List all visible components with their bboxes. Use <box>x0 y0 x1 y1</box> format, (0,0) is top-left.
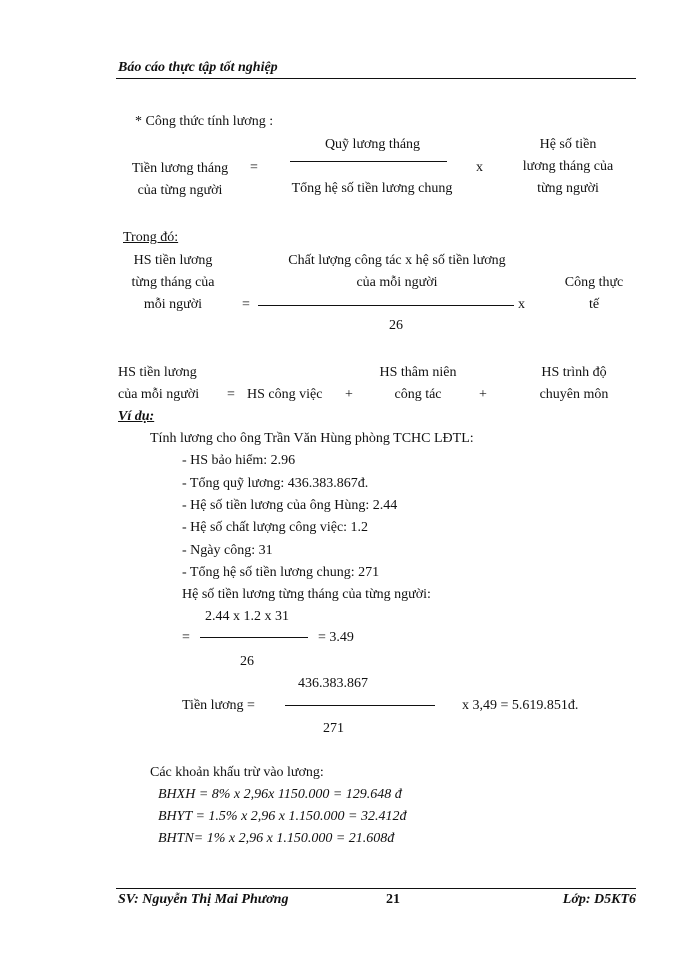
formula2-times: x <box>518 297 525 312</box>
formula1-rhs-line3: từng người <box>537 181 599 196</box>
formula3-term3-line1: HS trình độ <box>541 365 607 380</box>
example-item: - Tổng hệ số tiền lương chung: 271 <box>182 565 380 580</box>
formula1-heading: * Công thức tính lương : <box>135 114 274 129</box>
example-intro: Tính lương cho ông Trần Văn Hùng phòng TCHC LĐTL: <box>150 431 474 446</box>
formula2-rhs-line1: Công thực <box>564 275 624 290</box>
formula1-lhs-line2: của từng người <box>137 183 223 198</box>
example-item: - Hệ số chất lượng công việc: 1.2 <box>182 520 369 535</box>
footer-rule <box>116 888 636 889</box>
calc1-denominator: 26 <box>240 654 254 669</box>
formula2-equals: = <box>242 297 250 312</box>
calc2-fraction-bar <box>285 705 435 706</box>
calc1-fraction-bar <box>200 637 308 638</box>
example-item: - Tổng quỹ lương: 436.383.867đ. <box>182 476 369 491</box>
formula1-fraction-bar <box>290 161 447 162</box>
formula3-term2-line1: HS thâm niên <box>379 365 457 380</box>
deductions-label: Các khoản khấu trừ vào lương: <box>150 765 324 780</box>
deduction-item: BHXH = 8% x 2,96x 1150.000 = 129.648 đ <box>158 787 402 802</box>
formula3-term3-line2: chuyên môn <box>539 387 609 402</box>
example-label: Ví dụ: <box>118 409 155 424</box>
formula3-lhs-line2: của mỗi người <box>118 387 200 402</box>
header-rule <box>116 78 636 79</box>
formula1-denominator: Tổng hệ số tiền lương chung <box>291 181 453 196</box>
calc1-equals: = <box>182 630 190 645</box>
footer-page-number: 21 <box>386 892 400 907</box>
formula2-rhs-line2: tế <box>588 297 600 312</box>
formula1-rhs-line2: lương tháng của <box>522 159 614 174</box>
calc2-label: Tiền lương = <box>182 698 255 713</box>
formula3-term1: HS công việc <box>247 387 323 402</box>
formula2-lhs-line1: HS tiền lương <box>133 253 213 268</box>
formula1-equals: = <box>250 160 258 175</box>
formula1-times: x <box>476 160 483 175</box>
formula3-term2-line2: công tác <box>394 387 442 402</box>
example-item: - HS bảo hiểm: 2.96 <box>182 453 296 468</box>
footer-student: SV: Nguyễn Thị Mai Phương <box>118 892 289 907</box>
calc2-denominator: 271 <box>323 721 344 736</box>
formula1-rhs-line1: Hệ số tiền <box>539 137 597 152</box>
formula3-equals: = <box>227 387 235 402</box>
formula2-fraction-bar <box>258 305 514 306</box>
example-coef-label: Hệ số tiền lương từng tháng của từng người: <box>182 587 431 602</box>
calc2-result: x 3,49 = 5.619.851đ. <box>462 698 579 713</box>
formula2-numerator-line2: của mỗi người <box>356 275 438 290</box>
formula1-lhs-line1: Tiền lương tháng <box>131 161 229 176</box>
formula2-lhs-line3: mỗi người <box>143 297 203 312</box>
formula2-label: Trong đó: <box>123 230 179 245</box>
formula1-numerator: Quỹ lương tháng <box>324 137 421 152</box>
formula3-plus2: + <box>479 387 487 402</box>
calc1-result: = 3.49 <box>318 630 354 645</box>
header-title: Báo cáo thực tập tốt nghiệp <box>118 60 278 75</box>
formula3-plus1: + <box>345 387 353 402</box>
formula2-denominator: 26 <box>389 318 403 333</box>
formula2-numerator-line1: Chất lượng công tác x hệ số tiền lương <box>288 253 506 268</box>
example-item: - Hệ số tiền lương của ông Hùng: 2.44 <box>182 498 398 513</box>
calc2-numerator: 436.383.867 <box>298 676 368 691</box>
deduction-item: BHTN= 1% x 2,96 x 1.150.000 = 21.608đ <box>158 831 395 846</box>
deduction-item: BHYT = 1.5% x 2,96 x 1.150.000 = 32.412đ <box>158 809 407 824</box>
footer-class: Lớp: D5KT6 <box>562 892 636 907</box>
calc1-numerator: 2.44 x 1.2 x 31 <box>205 609 289 624</box>
example-item: - Ngày công: 31 <box>182 543 273 558</box>
formula2-lhs-line2: từng tháng của <box>131 275 215 290</box>
formula3-lhs-line1: HS tiền lương <box>118 365 197 380</box>
